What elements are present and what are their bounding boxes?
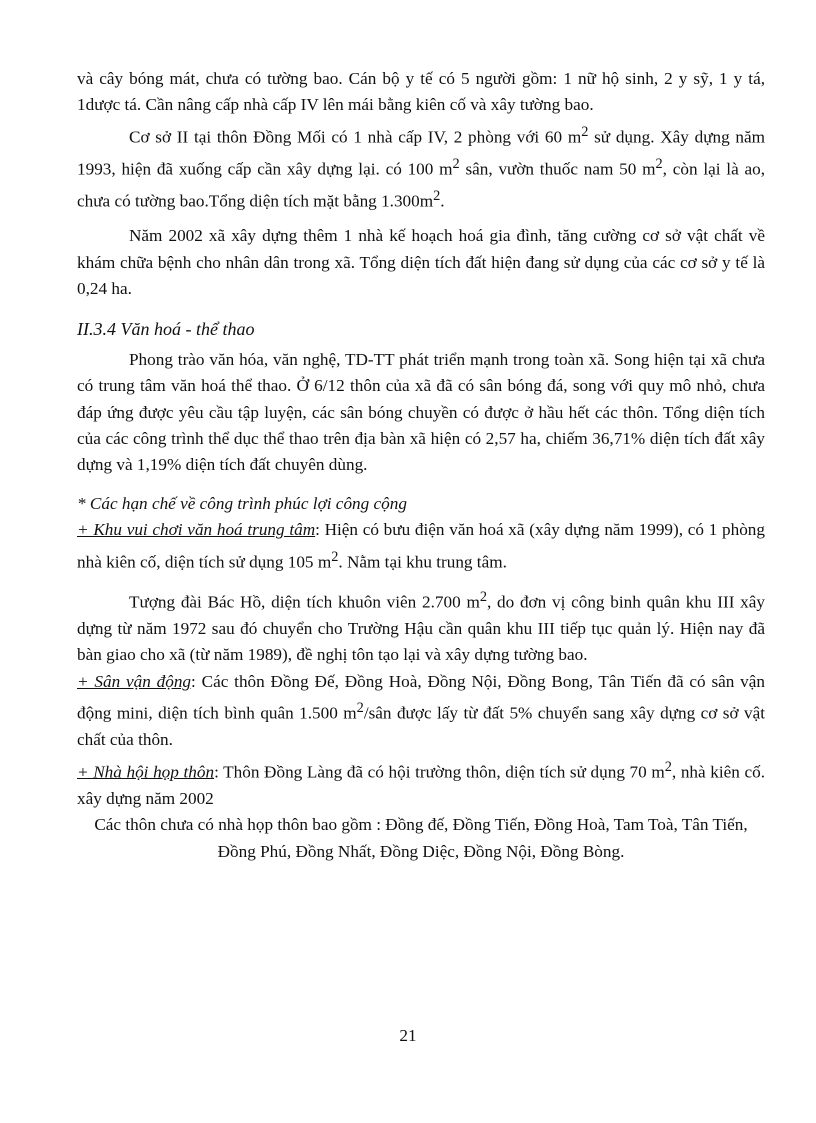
superscript: 2 [664,758,672,775]
paragraph-culture-sports: Phong trào văn hóa, văn nghệ, TD-TT phát triển mạnh trong toàn xã. Song hiện tại xã chưa có trung tâm văn hoá thể thao. Ở 6/12 thôn của xã đã có sân bóng đá, song với quy mô nhỏ, chưa đáp ứng được yêu cầu tập luyện, các sân bóng chuyền có được ở hầu hết các thôn. Tổng diện tích của các công trình thể dục thể thao trên địa bàn xã hiện có 2,57 ha, chiếm 36,71% diện tích đất xây dựng và 1,19% diện tích đất chuyên dùng. [77,349,765,475]
page-body [77,66,765,865]
subheading-limitations: * Các hạn chế về công trình phúc lợi công cộng [77,493,407,513]
cultural-center-label: + Khu vui chơi văn hoá trung tâm [77,520,316,540]
meeting-hall-label: + Nhà hội họp thôn [77,762,215,782]
text-span: : Thôn Đồng Làng đã có hội trường thôn, diện tích sử dụng 70 m [214,762,665,782]
text-span: , do đơn vị công binh quân khu III xây dựng từ năm 1972 sau đó chuyển cho Trường Hậu cần quân khu III tiếp tục quản lý. Hiện nay đã bàn giao cho xã (từ năm 1989), đề nghị tôn tạo lại và xây dựng tường bao. [77,592,765,665]
paragraph-health-facility-2 [77,119,765,215]
superscript: 2 [655,155,663,172]
paragraph-monument [77,584,765,669]
superscript: 2 [452,155,460,172]
text-span: . Nằm tại khu trung tâm. [338,552,507,572]
text-span: : Hiện có bưu điện văn hoá xã (xây dựng năm 1999), có 1 phòng nhà kiên cố, diện tích sử dụng 105 m [77,520,765,572]
text-span: Cơ sở II tại thôn Đồng Mối có 1 nhà cấp IV, 2 phòng với 60 m [129,127,582,147]
paragraph-family-planning: Năm 2002 xã xây dựng thêm 1 nhà kế hoạch hoá gia đình, tăng cường cơ sở vật chất về khám chữa bệnh cho nhân dân trong xã. Tổng diện tích đất hiện đang sử dụng của các cơ sở y tế là 0,24 ha. [77,226,765,299]
superscript: 2 [433,188,441,205]
text-span: , còn lại là ao, chưa có tường bao.Tổng diện tích mặt bằng 1.300m [77,159,765,211]
section-heading: II.3.4 Văn hoá - thể thao [77,319,255,340]
text-span: sử dụng. Xây dựng năm 1993, hiện đã xuống cấp cần xây dựng lại. có 100 m [77,127,766,179]
text-span: sân, vườn thuốc nam 50 m [459,159,656,179]
text-span: Tượng đài Bác Hồ, diện tích khuôn viên 2.700 m [129,592,480,612]
text-span: : Các thôn Đồng Đế, Đồng Hoà, Đồng Nội, Đồng Bong, Tân Tiến đã có sân vận động mini, diện tích bình quân 1.500 m [77,671,765,723]
paragraph-cultural-center [77,517,765,576]
superscript: 2 [479,588,487,605]
text-span: /sân được lấy từ đất 5% chuyển sang xây dựng cơ sở vật chất của thôn. [77,703,765,750]
paragraph-stadium [77,669,765,754]
superscript: 2 [331,548,339,565]
paragraph-villages-without-hall: Các thôn chưa có nhà họp thôn bao gồm : Đồng đế, Đồng Tiến, Đồng Hoà, Tam Toà, Tân Tiến, Đồng Phú, Đồng Nhất, Đồng Diệc, Đồng Nội, Đồng Bòng. [94,815,748,861]
paragraph-meeting-hall [77,754,765,813]
text-span: , nhà kiên cố. xây dựng năm 2002 [77,762,765,808]
paragraph-health-staff: và cây bóng mát, chưa có tường bao. Cán bộ y tế có 5 người gồm: 1 nữ hộ sinh, 2 y sỹ, 1 y tá, 1dược tá. Cần nâng cấp nhà cấp IV lên mái bằng kiên cố và xây tường bao. [77,69,765,115]
superscript: 2 [581,123,589,140]
page-number: 21 [399,1026,417,1045]
superscript: 2 [356,700,364,717]
stadium-label: + Sân vận động [77,671,192,691]
text-span: . [440,191,445,211]
